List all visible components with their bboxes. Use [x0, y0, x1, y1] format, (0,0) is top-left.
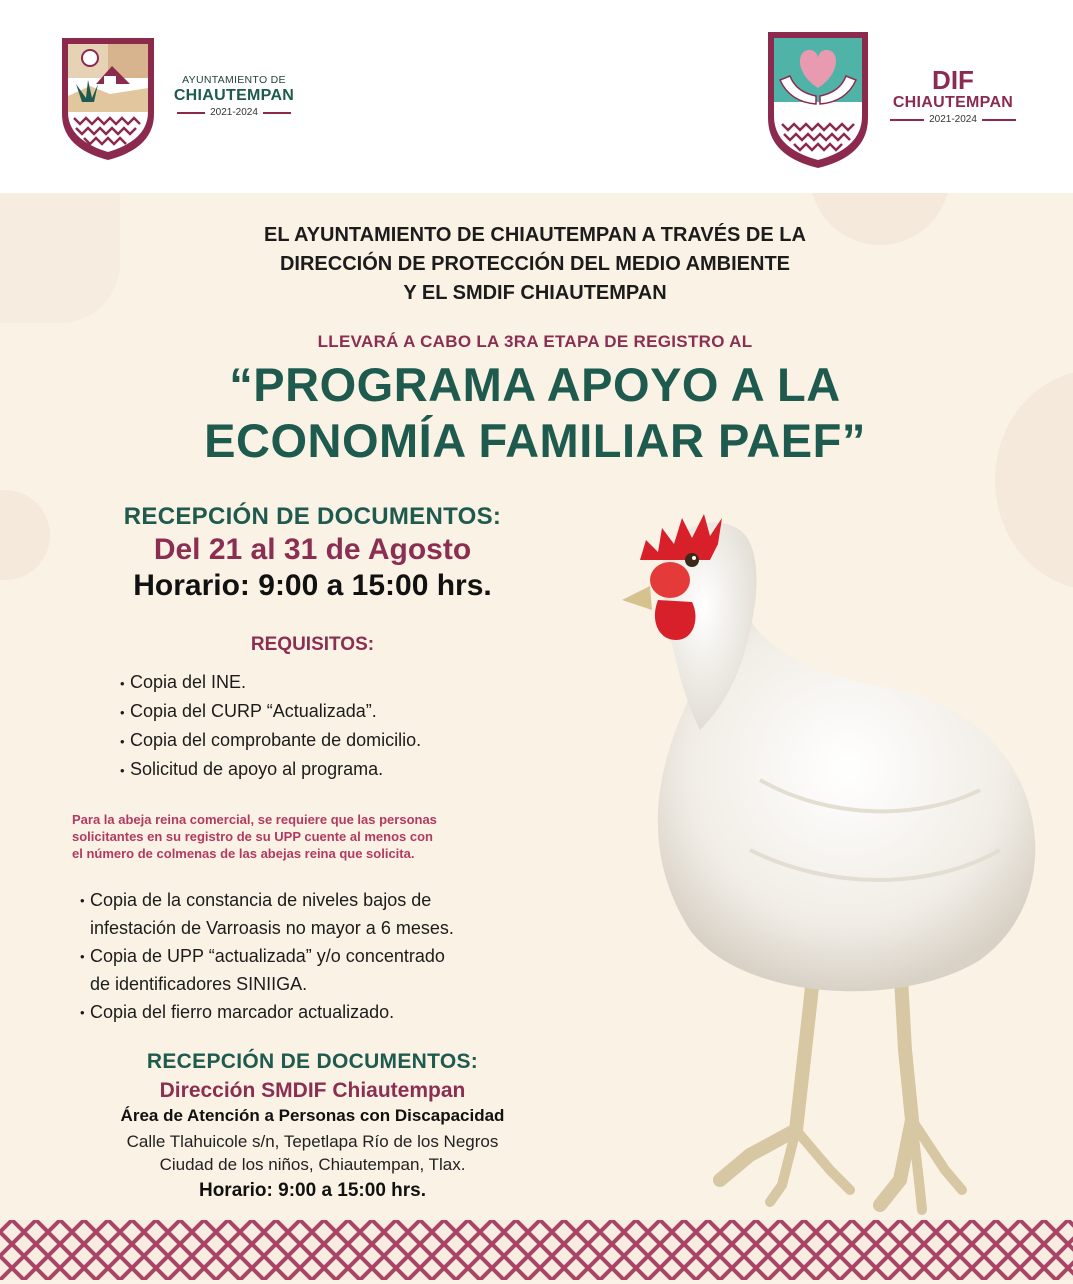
- logo-line2: CHIAUTEMPAN: [173, 87, 295, 104]
- address-line1: Calle Tlahuicole s/n, Tepetlapa Río de los Negros: [126, 1132, 499, 1151]
- municipal-logo-text: [164, 74, 304, 118]
- subtitle: LLEVARÁ A CABO LA 3RA ETAPA DE REGISTRO AL: [317, 332, 753, 351]
- location-area: Área de Atención a Personas con Discapacidad: [120, 1106, 505, 1125]
- program-title: [60, 357, 1010, 469]
- bee-queen-note: [72, 811, 572, 862]
- title-line2: ECONOMÍA FAMILIAR PAEF”: [204, 414, 866, 467]
- list-item: • Copia del CURP “Actualizada”.: [120, 697, 421, 726]
- location-place: Dirección SMDIF Chiautempan: [159, 1079, 466, 1102]
- note-line3: el número de colmenas de las abejas reina que solicita.: [72, 846, 415, 861]
- list-item-line: • Copia de UPP “actualizada” y/o concentrado: [90, 946, 445, 966]
- list-item: • Copia del comprobante de domicilio.: [120, 726, 421, 755]
- logo-years-text: 2021-2024: [210, 107, 258, 118]
- extra-requirements-list: [80, 886, 454, 1026]
- note-line1: Para la abeja reina comercial, se requiere que las personas: [72, 812, 437, 827]
- requirements-title: REQUISITOS:: [250, 634, 375, 655]
- list-item: • Solicitud de apoyo al programa.: [120, 755, 421, 784]
- location-label: RECEPCIÓN DE DOCUMENTOS:: [146, 1050, 479, 1073]
- logo-years: [164, 107, 304, 118]
- location-hours: Horario: 9:00 a 15:00 hrs.: [198, 1180, 427, 1201]
- list-item-line: de identificadores SINIIGA.: [90, 974, 308, 994]
- requirements-list: [120, 668, 421, 784]
- list-item-line: • Copia de la constancia de niveles bajos de: [90, 890, 432, 910]
- intro-line1: EL AYUNTAMIENTO DE CHIAUTEMPAN A TRAVÉS DE LA: [264, 224, 806, 246]
- dif-line1: DIF: [932, 65, 974, 95]
- intro-text: [100, 221, 970, 308]
- reception-dates: Del 21 al 31 de Agosto: [153, 533, 472, 566]
- dif-heart-hands-shield-icon: [766, 30, 870, 174]
- dif-years-text: 2021-2024: [929, 114, 977, 125]
- note-line2: solicitantes en su registro de su UPP cuente al menos con: [72, 829, 433, 844]
- dif-logo-text: [872, 66, 1034, 125]
- intro-line2: DIRECCIÓN DE PROTECCIÓN DEL MEDIO AMBIENTE: [279, 253, 791, 275]
- list-item: [80, 942, 454, 998]
- list-item: • Copia del INE.: [120, 668, 421, 697]
- footer-pattern: [0, 1220, 1073, 1280]
- reception-hours: Horario: 9:00 a 15:00 hrs.: [133, 569, 492, 602]
- header: [0, 0, 1073, 193]
- list-item: [80, 886, 454, 942]
- location-address: [40, 1130, 585, 1176]
- list-item-line: • Copia del fierro marcador actualizado.: [90, 1002, 395, 1022]
- intro-line3: Y EL SMDIF CHIAUTEMPAN: [403, 282, 667, 304]
- dif-line2: CHIAUTEMPAN: [892, 94, 1014, 111]
- dif-years: [872, 114, 1034, 125]
- reception-label: RECEPCIÓN DE DOCUMENTOS:: [123, 503, 502, 530]
- address-line2: Ciudad de los niños, Chiautempan, Tlax.: [159, 1155, 466, 1174]
- title-line1: “PROGRAMA APOYO A LA: [229, 358, 841, 411]
- logo-line1: AYUNTAMIENTO DE: [182, 74, 286, 86]
- list-item-line: infestación de Varroasis no mayor a 6 meses.: [90, 918, 454, 938]
- municipal-shield-icon: [60, 36, 156, 166]
- list-item: [80, 998, 454, 1026]
- white-hen-icon: [600, 490, 1060, 1224]
